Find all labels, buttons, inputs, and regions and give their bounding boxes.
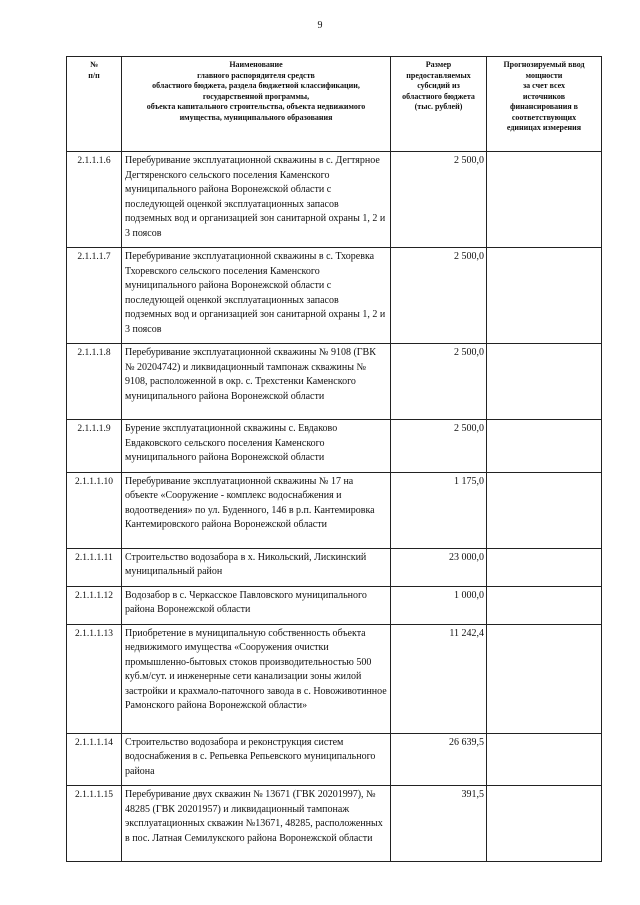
- row-name: Строительство водозабора в х. Никольский, Лискинский муниципальный район: [122, 548, 391, 586]
- row-capacity: [487, 548, 602, 586]
- row-capacity: [487, 420, 602, 473]
- row-capacity: [487, 786, 602, 862]
- row-amount: 1 175,0: [391, 472, 487, 548]
- row-name: Бурение эксплуатационной скважины с. Евдаково Евдаковского сельского поселения Каменского муниципального района Воронежской области: [122, 420, 391, 473]
- subsidy-table: [66, 56, 602, 862]
- row-capacity: [487, 472, 602, 548]
- row-amount: 2 500,0: [391, 420, 487, 473]
- table-row: [67, 624, 602, 733]
- table-header-row: [67, 57, 602, 152]
- row-capacity: [487, 624, 602, 733]
- header-name: Наименование главного распорядителя средств областного бюджета, раздела бюджетной классификации, государственной программы, объекта капитального строительства, объекта недвижимого имущества, муниципального образования: [122, 57, 391, 152]
- table-row: [67, 548, 602, 586]
- page-number: 9: [317, 20, 323, 31]
- table-row: [67, 420, 602, 473]
- row-name: Перебуривание эксплуатационной скважины в с. Дегтярное Дегтяренского сельского поселения Каменского муниципального района Воронежской области с последующей оценкой эксплуатационных запасов подземных вод и организацией зон санитарной охраны 1, 2 и 3 поясов: [122, 152, 391, 248]
- row-amount: 26 639,5: [391, 733, 487, 786]
- row-number: 2.1.1.1.7: [67, 248, 122, 344]
- row-name: Перебуривание эксплуатационной скважины № 17 на объекте «Сооружение - комплекс водоснабжения и водоотведения» по ул. Буденного, 146 в р.п. Кантемировка Кантемировского района Воронежской области: [122, 472, 391, 548]
- row-number: 2.1.1.1.13: [67, 624, 122, 733]
- row-name: Строительство водозабора и реконструкция систем водоснабжения в с. Репьевка Репьевского муниципального района: [122, 733, 391, 786]
- table-row: [67, 472, 602, 548]
- row-amount: 2 500,0: [391, 344, 487, 420]
- table-row: [67, 344, 602, 420]
- table-row: [67, 786, 602, 862]
- row-number: 2.1.1.1.15: [67, 786, 122, 862]
- header-num: № п/п: [67, 57, 122, 152]
- row-amount: 1 000,0: [391, 586, 487, 624]
- row-capacity: [487, 586, 602, 624]
- row-number: 2.1.1.1.14: [67, 733, 122, 786]
- row-capacity: [487, 152, 602, 248]
- header-capacity: Прогнозируемый ввод мощности за счет всех источников финансирования в соответствующих единицах измерения: [487, 57, 602, 152]
- table-row: [67, 586, 602, 624]
- row-capacity: [487, 733, 602, 786]
- table-row: [67, 248, 602, 344]
- table-row: [67, 152, 602, 248]
- row-amount: 2 500,0: [391, 152, 487, 248]
- row-amount: 2 500,0: [391, 248, 487, 344]
- row-number: 2.1.1.1.10: [67, 472, 122, 548]
- row-amount: 23 000,0: [391, 548, 487, 586]
- row-number: 2.1.1.1.11: [67, 548, 122, 586]
- row-amount: 11 242,4: [391, 624, 487, 733]
- row-amount: 391,5: [391, 786, 487, 862]
- row-capacity: [487, 248, 602, 344]
- header-amount: Размер предоставляемых субсидий из областного бюджета (тыс. рублей): [391, 57, 487, 152]
- row-capacity: [487, 344, 602, 420]
- row-number: 2.1.1.1.12: [67, 586, 122, 624]
- row-name: Водозабор в с. Черкасское Павловского муниципального района Воронежской области: [122, 586, 391, 624]
- row-number: 2.1.1.1.6: [67, 152, 122, 248]
- table-row: [67, 733, 602, 786]
- row-name: Приобретение в муниципальную собственность объекта недвижимого имущества «Сооружения очистки промышленно-бытовых стоков производительностью 500 куб.м/сут. и инженерные сети канализации зоны жилой застройки и крахмало-паточного завода в с. Новоживотинное Рамонского района Воронежской области»: [122, 624, 391, 733]
- row-name: Перебуривание эксплуатационной скважины № 9108 (ГВК № 20204742) и ликвидационный тампонаж скважины № 9108, расположенной в окр. с. Трехстенки Каменского муниципального района Воронежской области: [122, 344, 391, 420]
- row-name: Перебуривание эксплуатационной скважины в с. Тхоревка Тхоревского сельского поселения Каменского муниципального района Воронежской области с последующей оценкой эксплуатационных запасов подземных вод и организацией зон санитарной охраны 1, 2 и 3 поясов: [122, 248, 391, 344]
- row-number: 2.1.1.1.8: [67, 344, 122, 420]
- row-name: Перебуривание двух скважин № 13671 (ГВК 20201997), № 48285 (ГВК 20201957) и ликвидационный тампонаж эксплуатационных скважин №13671, 48285, расположенных в пос. Латная Семилукского района Воронежской области: [122, 786, 391, 862]
- row-number: 2.1.1.1.9: [67, 420, 122, 473]
